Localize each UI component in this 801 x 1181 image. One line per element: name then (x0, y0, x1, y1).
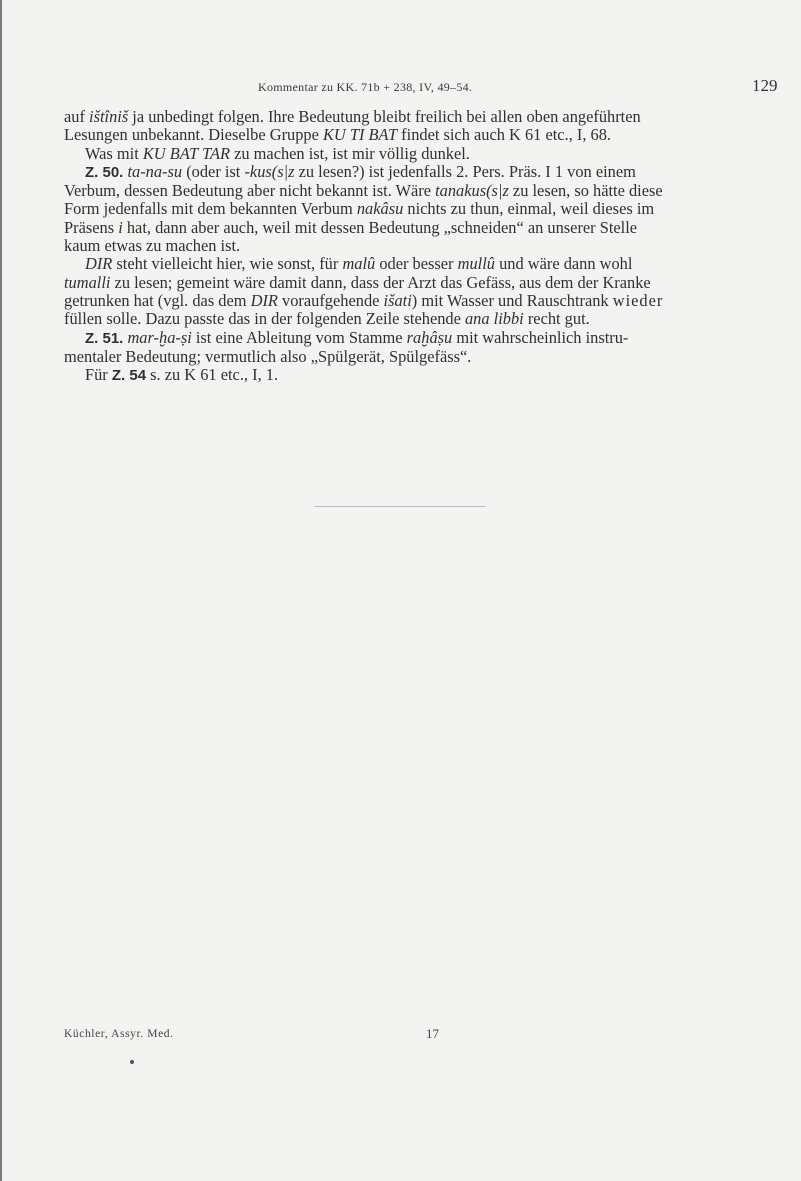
text-line (64, 145, 746, 163)
running-header (0, 76, 801, 100)
section-divider (314, 506, 486, 507)
text-line (64, 108, 746, 126)
text-span: auf (64, 107, 90, 126)
text-line (64, 310, 746, 328)
text-span: Präsens (64, 217, 119, 237)
akkadian-term: mar-ḫa-ṣi (123, 327, 192, 347)
text-line (64, 200, 746, 218)
text-span: recht gut. (523, 309, 590, 329)
text-span: findet sich auch K 61 etc., I, 68. (397, 125, 612, 145)
text-line (64, 219, 746, 237)
sumerogram: KU BAT TAR (142, 143, 230, 163)
print-dot (130, 1060, 134, 1064)
page-number: 129 (752, 76, 778, 95)
text-span: füllen solle. Dazu passte das in der folgenden Zeile stehende (64, 309, 465, 329)
text-span: mit wahrscheinlich instru- (452, 327, 629, 347)
paragraph-z51 (64, 329, 746, 367)
sumerogram: DIR (85, 254, 113, 274)
footer-author: Küchler, Assyr. Med. (64, 1028, 174, 1040)
paragraph-1 (64, 108, 746, 145)
paragraph-z54 (64, 366, 746, 385)
commentary-text (64, 108, 746, 385)
paragraph-2 (64, 145, 746, 163)
text-line (64, 255, 746, 273)
text-line (64, 126, 746, 144)
text-span: nichts zu thun, einmal, weil dieses im (403, 199, 655, 219)
text-span: ) mit Wasser und Rauschtrank (411, 290, 613, 310)
akkadian-term: -kus(s|z (244, 161, 295, 181)
text-line (64, 329, 746, 348)
line-reference: Z. 50. (85, 163, 124, 181)
signature-mark: 17 (426, 1026, 439, 1041)
text-line (64, 274, 746, 292)
text-span: ja unbedingt folgen. Ihre Bedeutung bleibt freilich bei allen oben angeführten (128, 107, 641, 126)
akkadian-term: nakâsu (356, 199, 404, 219)
sumerogram: DIR (250, 290, 278, 310)
akkadian-term: i (118, 217, 123, 237)
akkadian-term: išati (383, 290, 412, 310)
text-span: Form jedenfalls mit dem bekannten Verbum (64, 199, 357, 219)
page-edge-rule (0, 0, 2, 1181)
text-span: getrunken hat (vgl. das dem (64, 290, 251, 310)
text-line (64, 366, 746, 385)
akkadian-term: mullû (457, 254, 495, 274)
text-span: hat, dann aber auch, weil mit dessen Bedeutung „schneiden“ an unserer Stelle (122, 217, 638, 237)
text-span: Was mit (85, 143, 143, 163)
text-span: Lesungen unbekannt. Dieselbe Gruppe (64, 125, 323, 145)
akkadian-term: ta-na-su (123, 161, 183, 181)
text-span: zu lesen, so hätte diese (508, 181, 663, 201)
text-line: mentaler Bedeutung; vermutlich also „Spülgerät, Spülgefäss“. (64, 346, 472, 366)
text-span: und wäre dann wohl (494, 254, 633, 274)
paragraph-dir (64, 255, 746, 328)
text-span: zu lesen?) ist jedenfalls 2. Pers. Präs. I 1 von einem (294, 161, 636, 181)
text-span: ist eine Ableitung vom Stamme (191, 327, 407, 347)
text-span: Für (85, 365, 112, 385)
text-span: (oder ist (182, 161, 245, 181)
akkadian-term: ana libbi (464, 309, 524, 329)
sumerogram: KU TI BAT (323, 125, 398, 145)
akkadian-term: ištîniš (89, 107, 129, 126)
paragraph-z50 (64, 163, 746, 255)
text-line: kaum etwas zu machen ist. (64, 236, 241, 256)
text-span: oder besser (375, 254, 458, 274)
akkadian-term: tanakus(s|z (435, 181, 509, 201)
text-line (64, 163, 746, 182)
text-line (64, 292, 746, 310)
line-reference: Z. 54 (111, 367, 147, 385)
akkadian-term: raḫâṣu (406, 327, 453, 347)
text-span: s. zu K 61 etc., I, 1. (146, 365, 279, 385)
akkadian-term: tumalli (64, 272, 111, 292)
emphasized-word: wieder (612, 290, 664, 310)
text-span: voraufgehende (277, 290, 384, 310)
text-span: zu lesen; gemeint wäre damit dann, dass der Arzt das Gefäss, aus dem der Kranke (110, 272, 651, 292)
running-title: Kommentar zu KK. 71b + 238, IV, 49–54. (258, 80, 473, 94)
akkadian-term: malû (342, 254, 376, 274)
text-span: zu machen ist, ist mir völlig dunkel. (230, 143, 470, 163)
line-reference: Z. 51. (85, 329, 124, 347)
text-line (64, 182, 746, 200)
text-span: Verbum, dessen Bedeutung aber nicht bekannt ist. Wäre (64, 181, 436, 201)
text-span: steht vielleicht hier, wie sonst, für (112, 254, 343, 274)
